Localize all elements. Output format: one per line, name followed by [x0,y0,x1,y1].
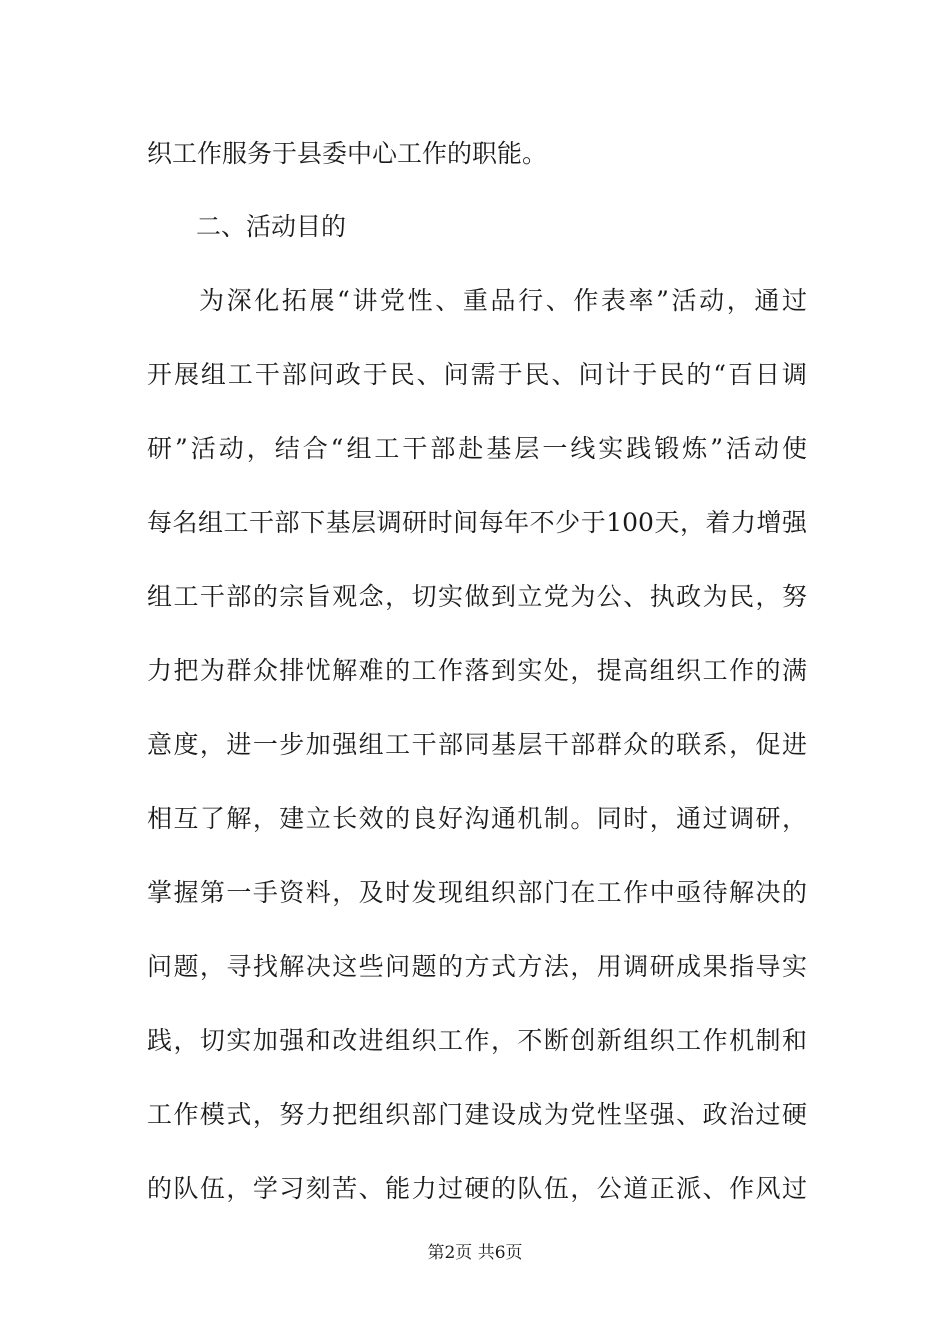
text-line-4: 开展组工干部问政于民、问需于民、问计于民的“百日调 [147,360,807,389]
text-line-12: 问题，寻找解决这些问题的方式方法，用调研成果指导实 [147,952,807,981]
text-line-7: 组工干部的宗旨观念，切实做到立党为公、执政为民，努 [147,582,807,611]
text-line-11: 掌握第一手资料，及时发现组织部门在工作中亟待解决的 [147,878,807,907]
text-line-6: 每名组工干部下基层调研时间每年不少于100天，着力增强 [147,508,807,537]
text-line-15: 的队伍，学习刻苦、能力过硬的队伍，公道正派、作风过 [147,1174,807,1203]
section-heading: 二、活动目的 [196,212,347,241]
text-line-3: 为深化拓展“讲党性、重品行、作表率”活动，通过 [199,286,807,315]
text-line-8: 力把为群众排忧解难的工作落到实处，提高组织工作的满 [147,656,807,685]
text-line-13: 践，切实加强和改进组织工作，不断创新组织工作机制和 [147,1026,807,1055]
text-line-10: 相互了解，建立长效的良好沟通机制。同时，通过调研， [147,804,807,833]
text-line-1: 织工作服务于县委中心工作的职能。 [147,139,548,168]
text-line-14: 工作模式，努力把组织部门建设成为党性坚强、政治过硬 [147,1100,807,1129]
text-line-5: 研”活动，结合“组工干部赴基层一线实践锻炼”活动使 [147,434,807,463]
page-number-footer: 第2页 共6页 [427,1243,523,1263]
text-line-9: 意度，进一步加强组工干部同基层干部群众的联系，促进 [147,730,807,759]
